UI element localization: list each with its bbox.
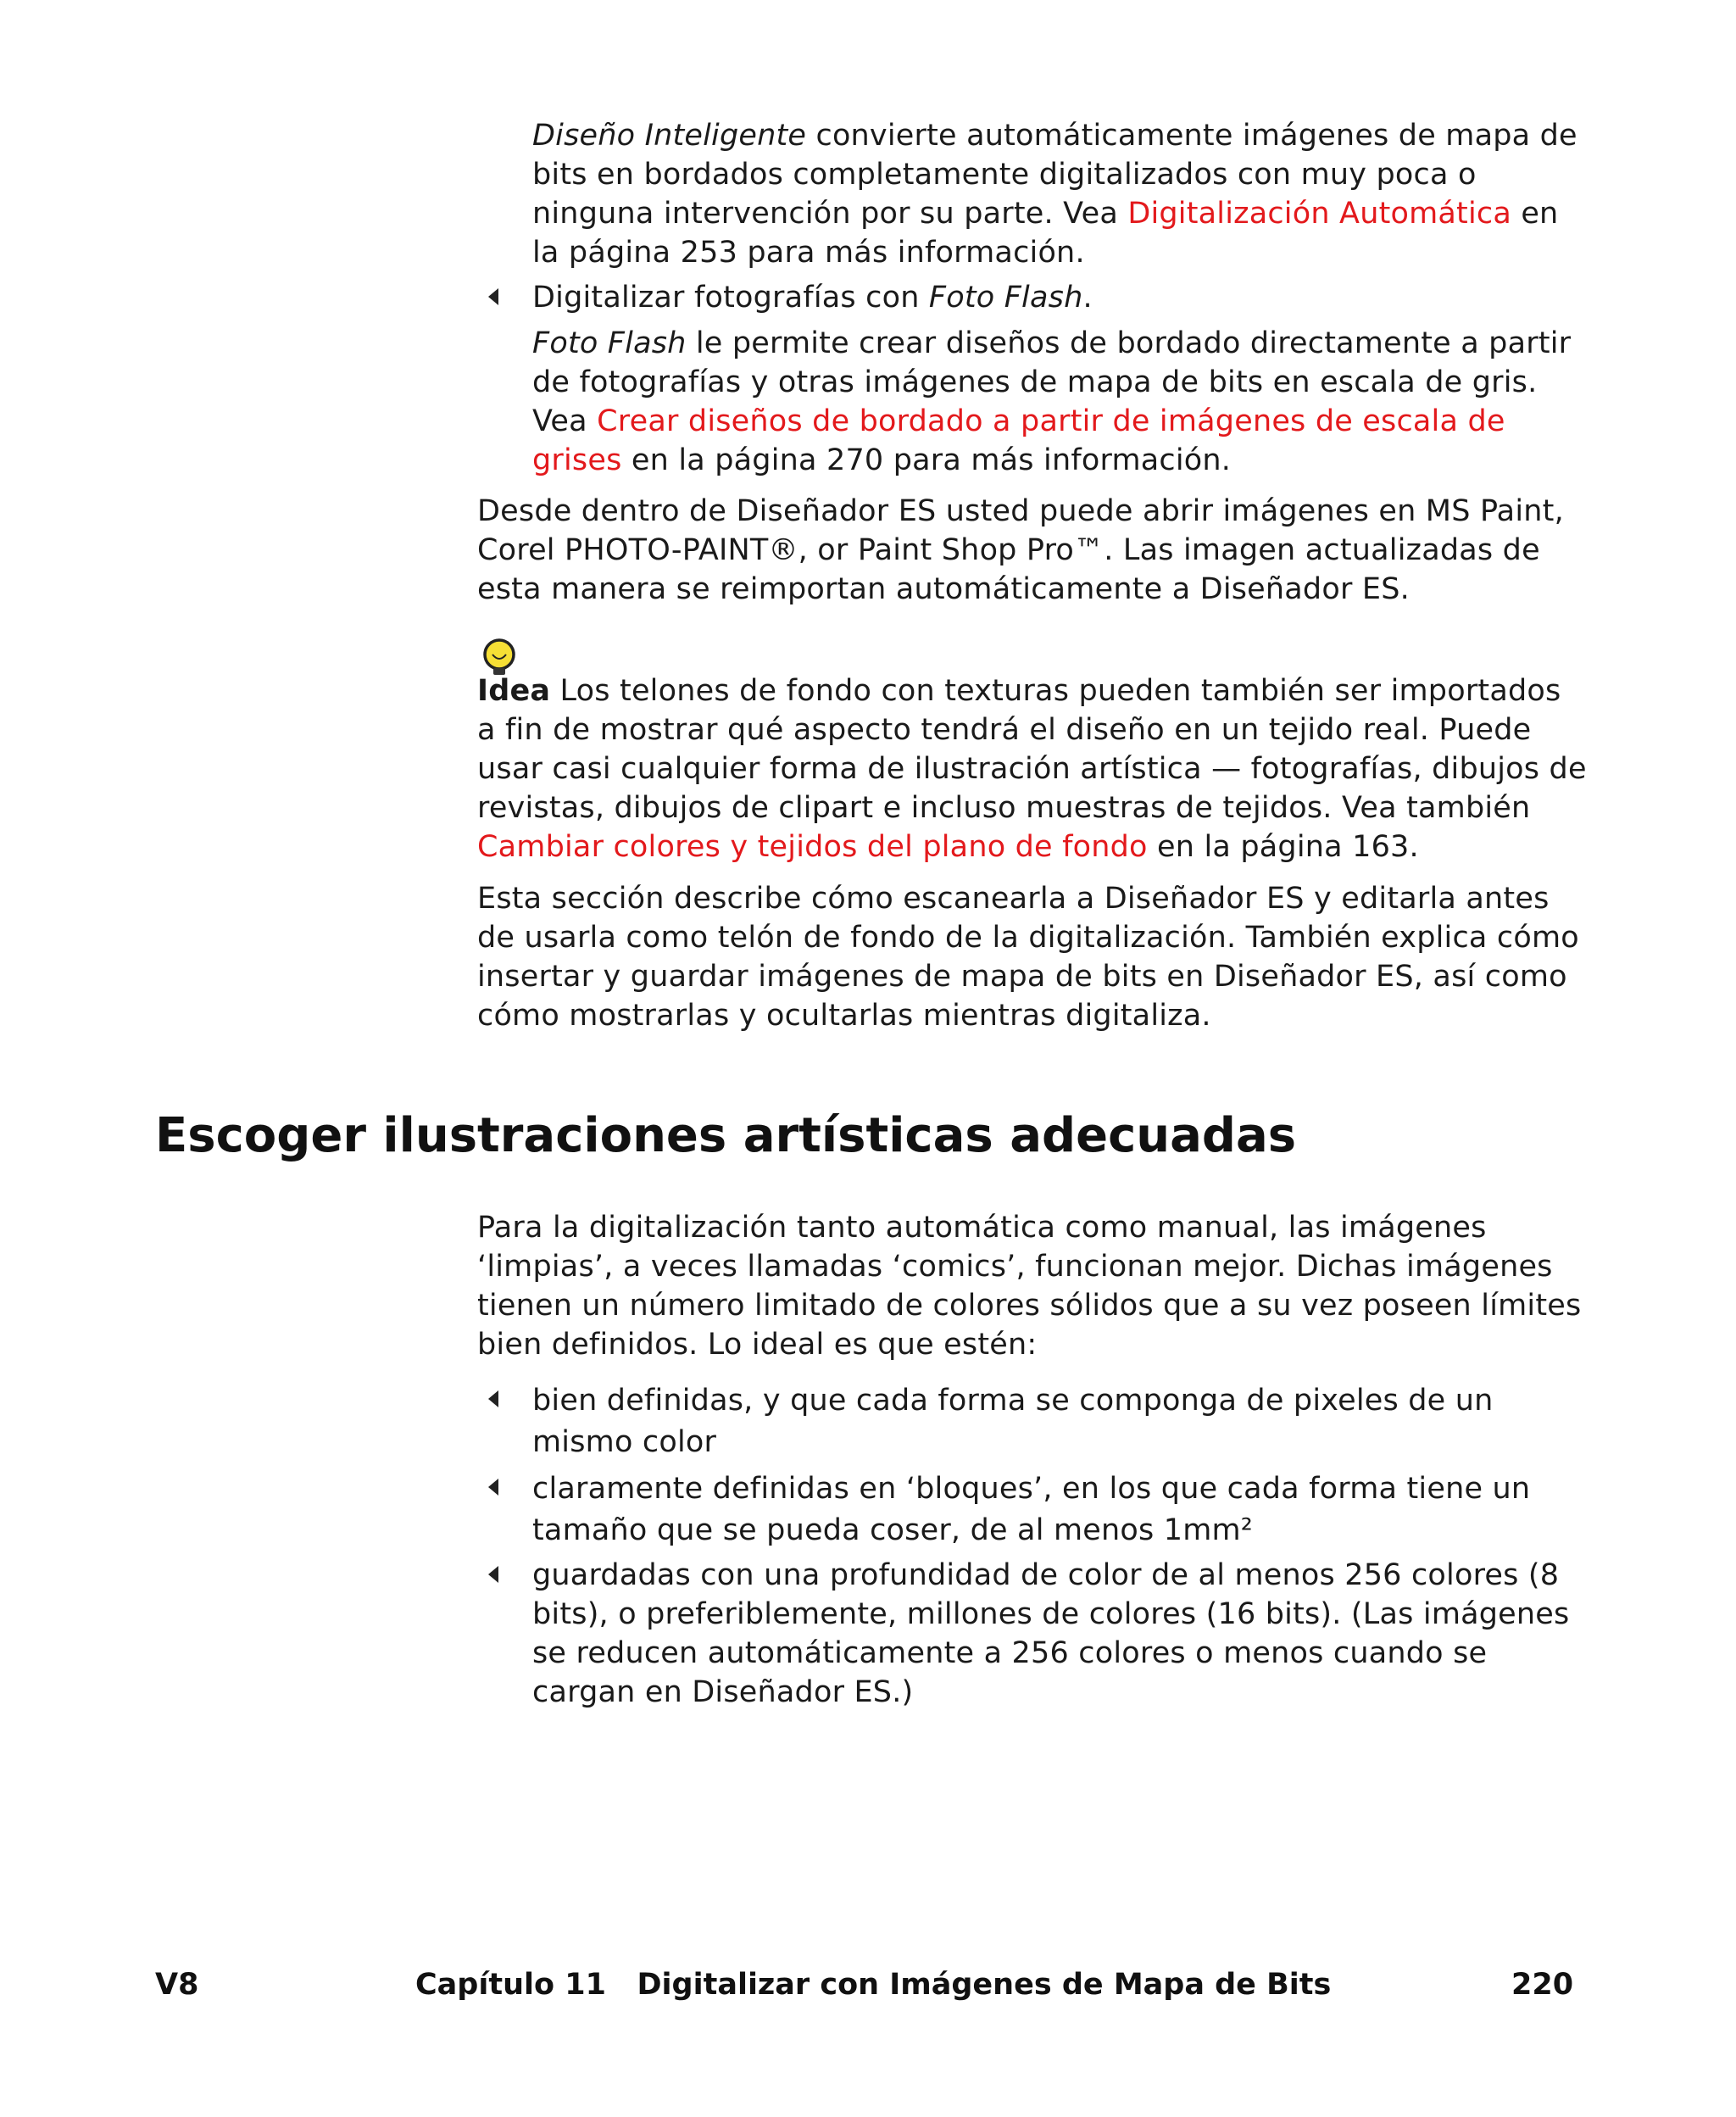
bullet-text: Digitalizar fotografías con [532,281,929,315]
intro-paragraph-1 [532,116,1588,272]
emphasis-text: Diseño Inteligente [532,119,807,153]
emphasis-text: Foto Flash [532,326,687,360]
idea-text: en la página 163. [1147,830,1419,864]
bullet-text: . [1082,281,1093,315]
section-description: Esta sección describe cómo escanearla a Diseñador ES y editarla antes de usarla como telón de fondo de la digitalización. También explica cómo insertar y guardar imágenes de mapa de bits en Diseñador ES, así como cómo mostrarlas y ocultarlas mientras digitaliza. [477,882,1579,1033]
intro-paragraph-3: Desde dentro de Diseñador ES usted puede abrir imágenes en MS Paint, Corel PHOTO-PAINT®, or Paint Shop Pro™. Las imagen actualizadas de esta manera se reimportan automáticamente a Diseñador ES. [477,494,1564,606]
paragraph-text: en la página 270 para más información. [621,443,1232,477]
idea-text: Los telones de fondo con texturas pueden también ser importados a fin de mostrar qué aspecto tendrá el diseño en un tejido real. Puede usar casi cualquier forma de ilustración artística — fotografías, dibujos de revistas, dibujos de clipart e incluso muestras de tejidos. Vea también [477,674,1587,825]
link-digitalizacion-automatica[interactable]: Digitalización Automática [1127,197,1511,231]
idea-tip [477,671,1588,866]
bullet-marker-icon [488,288,498,305]
bullet-marker-icon [488,1566,498,1583]
paragraph-text: convierte automáticamente imágenes de mapa de bits en bordados completamente digitalizados con muy poca o ninguna intervención por su parte. Vea [532,119,1577,231]
intro-paragraph-2 [532,324,1588,480]
footer-version: V8 [155,1968,199,2002]
link-cambiar-colores[interactable]: Cambiar colores y tejidos del plano de fondo [477,830,1148,864]
list-item: bien definidas, y que cada forma se componga de pixeles de un mismo color [532,1384,1494,1459]
paragraph-text: le permite crear diseños de bordado directamente a partir de fotografías y otras imágenes de mapa de bits en escala de gris. Vea [532,326,1572,438]
list-item: claramente definidas en ‘bloques’, en los que cada forma tiene un tamaño que se pueda coser, de al menos 1mm² [532,1472,1531,1547]
page-number: 220 [1511,1968,1574,2002]
emphasis-text: Foto Flash [928,281,1083,315]
section-paragraph: Para la digitalización tanto automática como manual, las imágenes ‘limpias’, a veces llamadas ‘comics’, funcionan mejor. Dichas imágenes tienen un número limitado de colores sólidos que a su vez poseen límites bien definidos. Lo ideal es que estén: [477,1211,1582,1362]
idea-label: Idea [477,674,551,708]
link-crear-disenos-grises[interactable]: Crear diseños de bordado a partir de imágenes de escala de grises [532,404,1505,477]
paragraph-text: en la página 253 para más información. [532,197,1559,270]
section-heading: Escoger ilustraciones artísticas adecuadas [155,1108,1297,1163]
bullet-marker-icon [488,1479,498,1496]
footer-chapter-title: Capítulo 11 Digitalizar con Imágenes de Mapa de Bits [415,1968,1332,2002]
bullet-foto-flash [532,278,1588,317]
list-item: guardadas con una profundidad de color de al menos 256 colores (8 bits), o preferiblemente, millones de colores (16 bits). (Las imágenes se reducen automáticamente a 256 colores o menos cuando se cargan en Diseñador ES.) [532,1558,1570,1709]
bullet-marker-icon [488,1390,498,1407]
